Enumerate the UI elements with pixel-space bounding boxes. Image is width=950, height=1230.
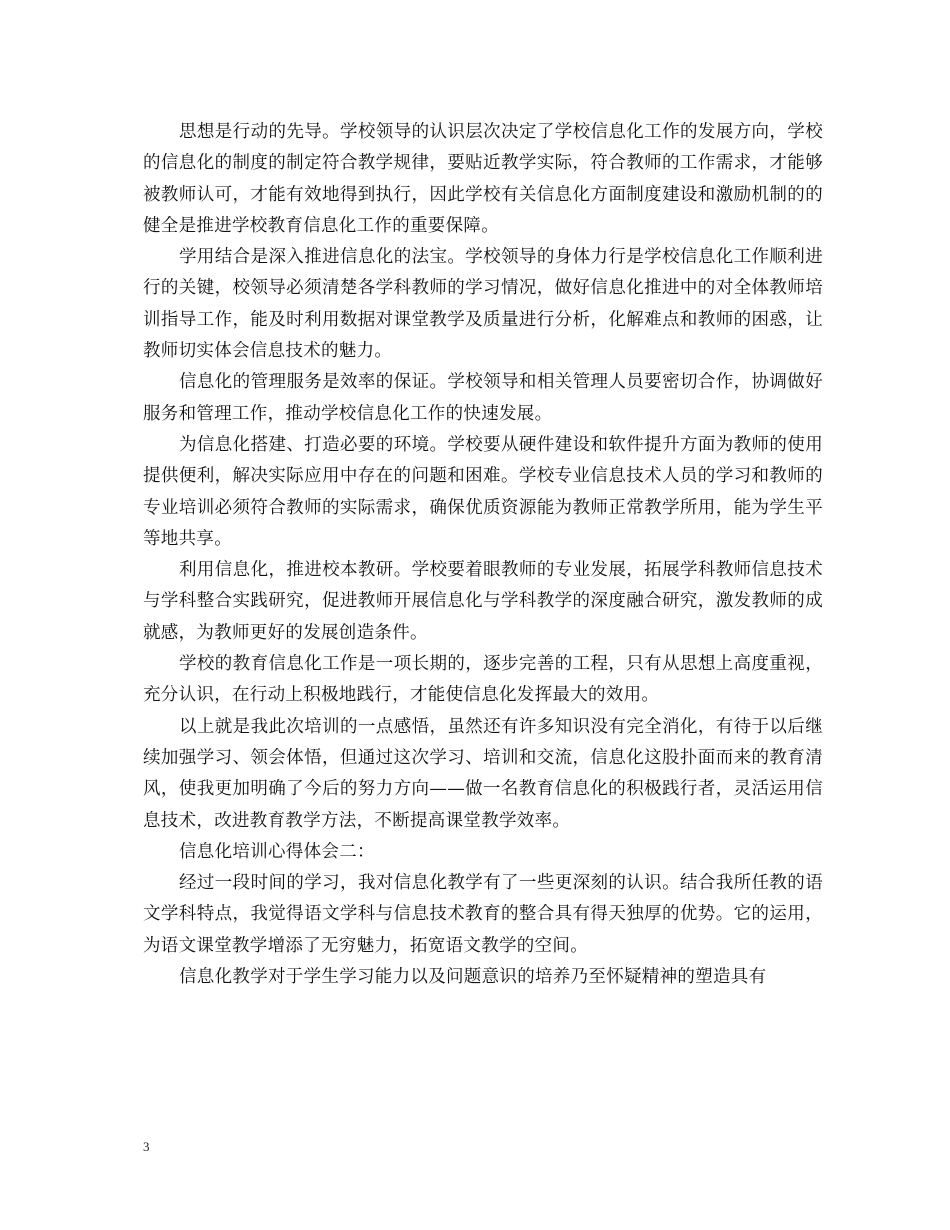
paragraph-5: 利用信息化，推进校本教研。学校要着眼教师的专业发展，拓展学科教师信息技术与学科整合实践研究，促进教师开展信息化与学科教学的深度融合研究，激发教师的成就感，为教师更好的发展创造条件。: [143, 560, 823, 643]
paragraph-3: 信息化的管理服务是效率的保证。学校领导和相关管理人员要密切合作，协调做好服务和管理工作，推动学校信息化工作的快速发展。: [143, 372, 823, 424]
paragraph-2: 学用结合是深入推进信息化的法宝。学校领导的身体力行是学校信息化工作顺利进行的关键，校领导必须清楚各学科教师的学习情况，做好信息化推进中的对全体教师培训指导工作，能及时利用数据对课堂教学及质量进行分析，化解难点和教师的困惑，让教师切实体会信息技术的魅力。: [143, 247, 823, 362]
body-text: [143, 117, 823, 993]
paragraph-8: 经过一段时间的学习，我对信息化教学有了一些更深刻的认识。结合我所任教的语文学科特点，我觉得语文学科与信息技术教育的整合具有得天独厚的优势。它的运用，为语文课堂教学增添了无穷魅力，拓宽语文教学的空间。: [143, 873, 823, 956]
paragraph-4: 为信息化搭建、打造必要的环境。学校要从硬件建设和软件提升方面为教师的使用提供便利，解决实际应用中存在的问题和困难。学校专业信息技术人员的学习和教师的专业培训必须符合教师的实际需求，确保优质资源能为教师正常教学所用，能为学生平等地共享。: [143, 434, 823, 549]
paragraph-1: 思想是行动的先导。学校领导的认识层次决定了学校信息化工作的发展方向，学校的信息化的制度的制定符合教学规律，要贴近教学实际，符合教师的工作需求，才能够被教师认可，才能有效地得到执行，因此学校有关信息化方面制度建设和激励机制的的健全是推进学校教育信息化工作的重要保障。: [143, 122, 823, 236]
paragraph-6: 学校的教育信息化工作是一项长期的，逐步完善的工程，只有从思想上高度重视，充分认识，在行动上积极地践行，才能使信息化发挥最大的效用。: [143, 654, 823, 706]
section-heading: 信息化培训心得体会二：: [179, 841, 375, 862]
page-number: 3: [143, 1139, 150, 1154]
paragraph-7: 以上就是我此次培训的一点感悟，虽然还有许多知识没有完全消化，有待于以后继续加强学习、领会体悟，但通过这次学习、培训和交流，信息化这股扑面而来的教育清风，使我更加明确了今后的努力方向——做一名教育信息化的积极践行者，灵活运用信息技术，改进教育教学方法，不断提高课堂教学效率。: [143, 716, 823, 831]
paragraph-9: 信息化教学对于学生学习能力以及问题意识的培养乃至怀疑精神的塑造具有: [179, 967, 767, 988]
